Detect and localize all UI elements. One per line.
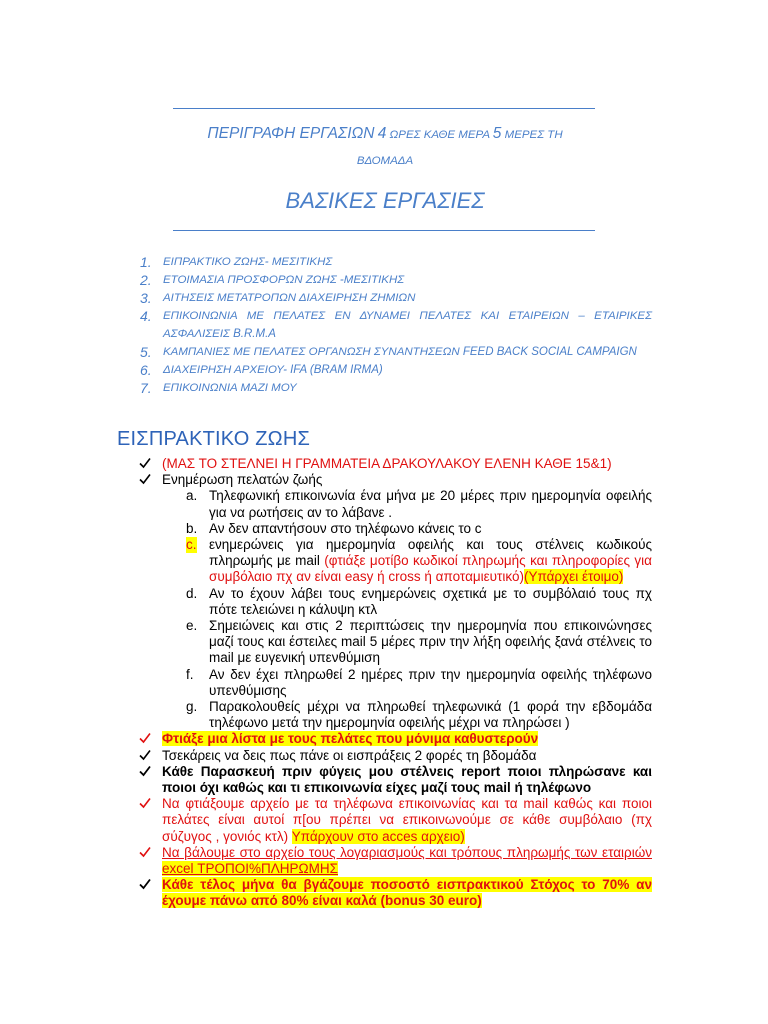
page-title: ΒΑΣΙΚΕΣ ΕΡΓΑΣΙΕΣ [285, 188, 485, 213]
subtitle-number: 5 [492, 125, 502, 142]
list-number: 7. [140, 380, 152, 396]
sub-text: Αν το έχουν λάβει τους ενημερώνεις σχετικά με το συμβόλαιό τους πχ πότε τελειώνει η κάλυψη κτλ [209, 585, 652, 617]
sub-text-highlight: (Υπάρχει έτοιμο) [523, 569, 624, 585]
section-body [0, 456, 768, 910]
list-text: ΚΑΜΠΑΝΙΕΣ ΜΕ ΠΕΛΑΤΕΣ ΟΡΓΑΝΩΣΗ ΣΥΝΑΝΤΗΣΕΩΝ FEED BACK SOCIAL CAMPAIGN [163, 346, 637, 358]
bullet-item [0, 456, 768, 472]
sub-item [0, 586, 768, 618]
bullet-text: Τσεκάρεις να δεις πως πάνε οι εισπράξεις 2 φορές τη βδομάδα [162, 747, 537, 763]
bullet-item [0, 764, 768, 796]
bullet-text: Κάθε Παρασκευή πριν φύγεις μου στέλνεις report ποιοι πληρώσανε και ποιοι όχι καθώς και τι επικοινωνία είχες μαζί τους mail ή τηλέφωνο [162, 763, 652, 796]
sub-letter: g. [186, 699, 198, 715]
list-number: 2. [140, 272, 152, 288]
subtitle-line-1 [180, 121, 590, 148]
sub-letter: d. [186, 585, 198, 601]
sub-item [0, 537, 768, 586]
sub-letter: f. [186, 666, 194, 682]
bullet-text: Να φτιάξουμε αρχείο με τα τηλέφωνα επικοινωνίας και τα mail καθώς και ποιοι πελάτες είναι αυτοί π[ου πρέπει να επικοινωνούμε σε κάθε συμβόλαιο (πχ σύζυγος , γονιός κτλ) [162, 796, 652, 844]
checkmark-icon [139, 473, 151, 485]
bullet-item [0, 748, 768, 764]
sub-text: Αν δεν απαντήσουν στο τηλέφωνο κάνεις το c [209, 520, 482, 536]
document-subtitle [180, 121, 590, 174]
subtitle-part: ΠΕΡΙΓΡΑΦΗ ΕΡΓΑΣΙΩΝ [207, 125, 375, 142]
task-list-item [0, 253, 768, 271]
bullet-text-highlight: excel ΤΡΟΠΟΙ%ΠΛΗΡΩΜΗΣ [162, 861, 338, 877]
checkmark-icon [139, 846, 151, 858]
checkmark-icon [139, 878, 151, 890]
list-number: 5. [140, 344, 152, 360]
checkmark-icon [139, 732, 151, 744]
bullet-text: (ΜΑΣ ΤΟ ΣΤΕΛΝΕΙ Η ΓΡΑΜΜΑΤΕΙΑ ΔΡΑΚΟΥΛΑΚΟΥ ΕΛΕΝΗ ΚΑΘΕ 15&1) [162, 456, 612, 471]
sub-item [0, 521, 768, 537]
sub-text: Σημειώνεις και στις 2 περιπτώσεις την ημερομηνία που επικοινώνησες μαζί τους και έστειλες mail 5 μέρες πριν την λήξη οφειλής ξανά στέλνεις το mail με ευγενική υπενθύμιση [209, 618, 652, 666]
bullet-item [0, 796, 768, 845]
list-text: ΕΠΙΚΟΙΝΩΝΙΑ ΜΕ ΠΕΛΑΤΕΣ ΕΝ ΔΥΝΑΜΕΙ ΠΕΛΑΤΕΣ ΚΑΙ ΕΤΑΙΡΕΙΩΝ – ΕΤΑΙΡΙΚΕΣ ΑΣΦΑΛΙΣΕΙΣ B.R.M.A [163, 310, 652, 340]
list-number: 1. [140, 254, 152, 270]
task-list-item [0, 343, 768, 361]
sub-letter: c. [186, 537, 197, 553]
list-text: ΕΙΠΡΑΚΤΙΚΟ ΖΩΗΣ- ΜΕΣΙΤΙΚΗΣ [163, 256, 333, 268]
subtitle-part: ΜΕΡΕΣ ΤΗ [504, 129, 563, 141]
bullet-item [0, 877, 768, 909]
sub-text-note: (φτιάξε μοτίβο κωδικοί πληρωμής και πληροφορίες για συμβόλαιο πχ αν είναι easy ή cross ή αποταμιευτικό) [209, 553, 652, 585]
sub-letter: e. [186, 618, 198, 634]
task-list-item [0, 361, 768, 379]
bullet-item [0, 845, 768, 877]
subtitle-number: 4 [377, 125, 387, 142]
sub-text: Παρακολουθείς μέχρι να πληρωθεί τηλεφωνικά (1 φορά την εβδομάδα τηλέφωνο μετά την ημερομηνία οφειλής μέχρι να πληρώσει ) [209, 699, 652, 731]
section-heading: ΕΙΣΠΡΑΚΤΙΚΟ ΖΩΗΣ [117, 428, 311, 450]
sub-letter: a. [186, 488, 198, 504]
bullet-text-highlight: Υπάρχουν στο acces αρχειο) [291, 828, 465, 844]
bullet-item [0, 472, 768, 488]
task-list-item [0, 379, 768, 397]
sub-text: ενημερώνεις για ημερομηνία οφειλής και τους στέλνεις κωδικούς πληρωμής με mail [209, 537, 652, 569]
sub-letter: b. [186, 520, 198, 536]
sub-text: Τηλεφωνική επικοινωνία ένα μήνα με 20 μέρες πριν ημερομηνία οφειλής για να ρωτήσεις αν το λάβανε . [209, 488, 652, 520]
sub-item [0, 488, 768, 520]
checkmark-icon [139, 797, 151, 809]
list-number: 3. [140, 290, 152, 306]
checkmark-icon [139, 765, 151, 777]
list-number: 4. [140, 308, 152, 324]
checkmark-icon [139, 749, 151, 761]
subtitle-part: ΩΡΕΣ ΚΑΘΕ ΜΕΡΑ [389, 129, 490, 141]
task-list [0, 253, 768, 397]
bullet-text: Κάθε τέλος μήνα θα βγάζουμε ποσοστό εισπρακτικού Στόχος το 70% αν έχουμε πάνω από 80% είναι καλά (bonus 30 euro) [162, 877, 652, 909]
bottom-rule [173, 230, 595, 231]
bullet-item [0, 731, 768, 747]
sub-item [0, 618, 768, 667]
list-text: ΑΙΤΗΣΕΙΣ ΜΕΤΑΤΡΟΠΩΝ ΔΙΑΧΕΙΡΗΣΗ ΖΗΜΙΩΝ [163, 292, 416, 304]
list-text: ΕΠΙΚΟΙΝΩΝΙΑ ΜΑΖΙ ΜΟΥ [163, 382, 297, 394]
sub-item [0, 699, 768, 731]
sub-text: Αν δεν έχει πληρωθεί 2 ημέρες πριν την ημερομηνία οφειλής τηλέφωνο υπενθύμισης [209, 666, 652, 698]
task-list-item [0, 271, 768, 289]
bullet-text: Φτιάξε μια λίστα με τους πελάτες που μόνιμα καθυστερούν [162, 731, 539, 747]
sub-item [0, 667, 768, 699]
checkmark-icon [139, 457, 151, 469]
task-list-item [0, 307, 768, 343]
list-number: 6. [140, 362, 152, 378]
list-text: ΕΤΟΙΜΑΣΙΑ ΠΡΟΣΦΟΡΩΝ ΖΩΗΣ -ΜΕΣΙΤΙΚΗΣ [163, 274, 405, 286]
top-rule [173, 108, 595, 109]
subtitle-line-2: ΒΔΟΜΑΔΑ [356, 155, 414, 167]
list-text: ΔΙΑΧΕΙΡΗΣΗ ΑΡΧΕΙΟΥ- IFA (BRAM IRMA) [163, 364, 383, 376]
task-list-item [0, 289, 768, 307]
bullet-text: Ενημέρωση πελατών ζωής [162, 472, 323, 488]
bullet-text: Να βάλουμε στο αρχείο τους λογαριασμούς και τρόπους πληρωμής των εταιριών [162, 844, 652, 860]
